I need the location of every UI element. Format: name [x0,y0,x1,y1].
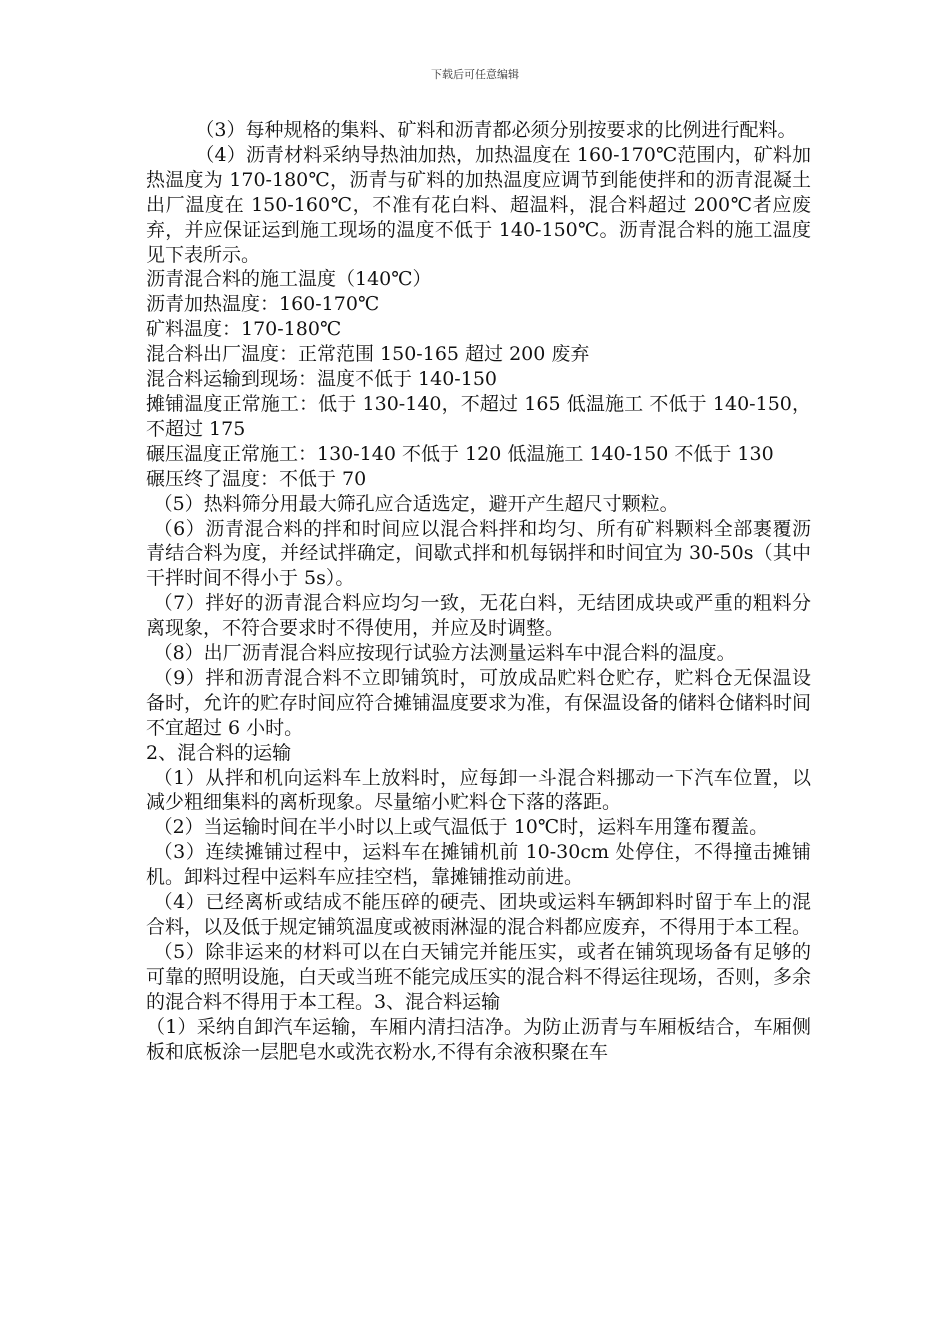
paragraph: 沥青混合料的施工温度（140℃） [146,268,432,291]
paragraph: （6）沥青混合料的拌和时间应以混合料拌和均匀、所有矿料颗料全部裹覆沥青结合料为度，并经试拌确定，间歇式拌和机每锅拌和时间宜为 30-50s（其中干拌时间不得小于 5s）。 [146,517,811,590]
section-heading: 2、混合料的运输 [146,741,292,764]
paragraph: （9）拌和沥青混合料不立即铺筑时，可放成品贮料仓贮存，贮料仓无保温设备时，允许的贮存时间应符合摊铺温度要求为准，有保温设备的储料仓储料时间不宜超过 6 小时。 [146,666,812,739]
paragraph: （1）采纳自卸汽车运输，车厢内清扫洁净。为防止沥青与车厢板结合，车厢侧板和底板涂一层肥皂水或洗衣粉水,不得有余液积聚在车 [146,1015,811,1063]
paragraph: （4）沥青材料采纳导热油加热，加热温度在 160-170℃范围内，矿料加热温度为 170-180℃，沥青与矿料的加热温度应调节到能使拌和的沥青混凝土出厂温度在 150-160℃，不准有花白料、超温料，混合料超过 200℃者应废弃，并应保证运到施工现场的温度不低于 140-150℃。沥青混合料的施工温度见下表所示。 [146,143,811,266]
page-header: 下载后可任意编辑 [431,68,519,81]
paragraph: （1）从拌和机向运料车上放料时，应每卸一斗混合料挪动一下汽车位置，以减少粗细集料的离析现象。尽量缩小贮料仓下落的落距。 [146,766,811,814]
paragraph: （5）除非运来的材料可以在白天铺完并能压实，或者在铺筑现场备有足够的可靠的照明设施，白天或当班不能完成压实的混合料不得运往现场，否则，多余的混合料不得用于本工程。3、混合料运输 [146,940,812,1013]
document-body [146,118,811,1064]
paragraph: 碾压温度正常施工：130-140 不低于 120 低温施工 140-150 不低于 130 [146,442,774,465]
paragraph: 混合料出厂温度：正常范围 150-165 超过 200 废弃 [146,343,590,366]
paragraph: 摊铺温度正常施工：低于 130-140，不超过 165 低温施工 不低于 140-150，不超过 175 [146,392,811,440]
paragraph: （3）连续摊铺过程中，运料车在摊铺机前 10-30cm 处停住，不得撞击摊铺机。卸料过程中运料车应挂空档，靠摊铺推动前进。 [146,841,811,889]
paragraph: 矿料温度：170-180℃ [146,318,342,341]
paragraph: 沥青加热温度：160-170℃ [146,293,380,316]
paragraph: 碾压终了温度：不低于 70 [146,467,367,490]
paragraph: （7）拌好的沥青混合料应均匀一致，无花白料，无结团成块或严重的粗料分离现象，不符合要求时不得使用，并应及时调整。 [146,592,811,640]
paragraph: （3）每种规格的集料、矿料和沥青都必须分别按要求的比例进行配料。 [195,119,797,141]
paragraph: （5）热料筛分用最大筛孔应合适选定，避开产生超尺寸颗粒。 [153,492,679,515]
paragraph: （2）当运输时间在半小时以上或气温低于 10℃时，运料车用篷布覆盖。 [153,816,769,839]
paragraph: （8）出厂沥青混合料应按现行试验方法测量运料车中混合料的温度。 [153,642,736,665]
paragraph: 混合料运输到现场：温度不低于 140-150 [146,368,497,391]
paragraph: （4）已经离析或结成不能压碎的硬壳、团块或运料车辆卸料时留于车上的混合料，以及低于规定铺筑温度或被雨淋湿的混合料都应废弃，不得用于本工程。 [146,891,812,938]
